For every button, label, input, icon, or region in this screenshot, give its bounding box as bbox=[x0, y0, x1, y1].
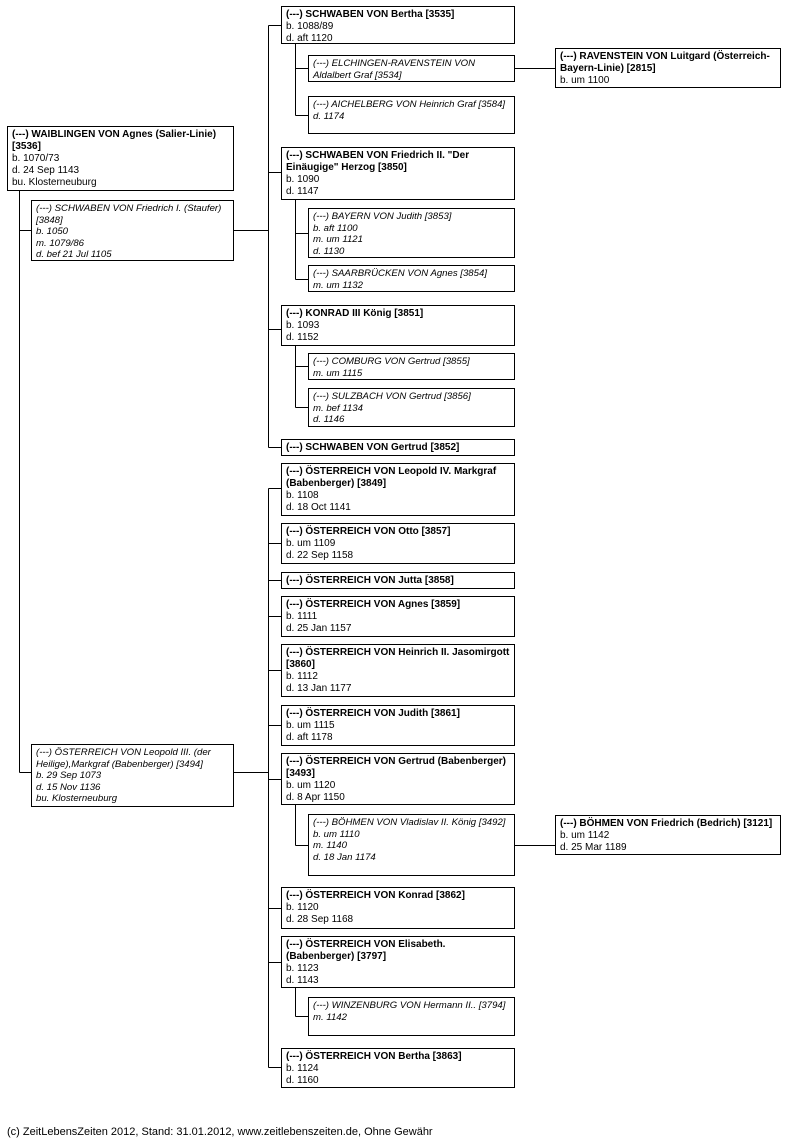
person-detail: m. 1142 bbox=[313, 1011, 347, 1023]
person-detail: m. 1079/86 bbox=[36, 237, 85, 249]
spouse-box-3855[interactable] bbox=[308, 353, 515, 380]
person-name: (---) ÖSTERREICH VON Konrad [3862] bbox=[286, 890, 465, 901]
person-name: (---) ÖSTERREICH VON Elisabeth. (Babenberger) [3797] bbox=[286, 939, 446, 962]
person-detail: d. 18 Jan 1174 bbox=[313, 851, 376, 863]
person-name: (---) ÖSTERREICH VON Gertrud (Babenberger) [3493] bbox=[286, 756, 507, 779]
person-box-3536[interactable] bbox=[7, 126, 234, 191]
person-name: (---) KONRAD III König [3851] bbox=[286, 308, 424, 319]
person-detail: d. 1130 bbox=[313, 245, 345, 257]
person-detail: d. 1143 bbox=[286, 975, 319, 986]
person-detail: b. 1123 bbox=[286, 963, 319, 974]
person-detail: d. aft 1178 bbox=[286, 732, 333, 743]
person-detail: d. 28 Sep 1168 bbox=[286, 914, 354, 925]
person-name: (---) BÖHMEN VON Friedrich (Bedrich) [3121] bbox=[560, 818, 773, 829]
person-box-3849[interactable] bbox=[281, 463, 515, 516]
person-name: (---) SAARBRÜCKEN VON Agnes [3854] bbox=[313, 268, 487, 279]
spouse-box-3494[interactable] bbox=[31, 744, 234, 807]
spouse-box-3854[interactable] bbox=[308, 265, 515, 292]
footer-copyright: (c) ZeitLebensZeiten 2012, Stand: 31.01.2012, www.zeitlebenszeiten.de, Ohne Gewähr bbox=[7, 1126, 433, 1138]
spouse-box-3584[interactable] bbox=[308, 96, 515, 134]
spouse-box-3492[interactable] bbox=[308, 814, 515, 876]
person-detail: d. 8 Apr 1150 bbox=[286, 792, 345, 803]
person-detail: d. 24 Sep 1143 bbox=[12, 165, 80, 176]
spouse-box-3853[interactable] bbox=[308, 208, 515, 258]
person-name: (---) ÖSTERREICH VON Leopold IV. Markgraf (Babenberger) [3849] bbox=[286, 466, 497, 489]
person-box-3860[interactable] bbox=[281, 644, 515, 697]
person-name: (---) ÖSTERREICH VON Heinrich II. Jasomirgott [3860] bbox=[286, 647, 510, 670]
person-detail: m. um 1121 bbox=[313, 234, 363, 246]
person-detail: b. um 1110 bbox=[313, 828, 360, 840]
person-box-3493[interactable] bbox=[281, 753, 515, 805]
person-box-3857[interactable] bbox=[281, 523, 515, 564]
person-detail: b. 1050 bbox=[36, 226, 69, 238]
person-detail: b. um 1120 bbox=[286, 780, 336, 791]
person-name: (---) BÖHMEN VON Vladislav II. König [3492] bbox=[313, 817, 506, 828]
person-name: (---) ÖSTERREICH VON Agnes [3859] bbox=[286, 599, 461, 610]
person-box-3863[interactable] bbox=[281, 1048, 515, 1088]
person-detail: d. 25 Mar 1189 bbox=[560, 842, 627, 853]
person-name: (---) SCHWABEN VON Gertrud [3852] bbox=[286, 442, 460, 453]
person-box-3859[interactable] bbox=[281, 596, 515, 637]
person-name: (---) SCHWABEN VON Friedrich I. (Staufer) [3848] bbox=[36, 203, 222, 226]
person-name: (---) ÖSTERREICH VON Bertha [3863] bbox=[286, 1051, 462, 1062]
person-detail: b. 1088/89 bbox=[286, 21, 334, 32]
person-detail: b. 1111 bbox=[286, 611, 318, 622]
person-detail: b. 1090 bbox=[286, 174, 320, 185]
person-detail: b. um 1109 bbox=[286, 538, 336, 549]
person-detail: b. 1112 bbox=[286, 671, 318, 682]
person-detail: b. um 1115 bbox=[286, 720, 335, 731]
person-name: (---) BAYERN VON Judith [3853] bbox=[313, 211, 452, 222]
person-name: (---) ÖSTERREICH VON Otto [3857] bbox=[286, 526, 451, 537]
person-detail: d. 15 Nov 1136 bbox=[36, 781, 101, 793]
person-detail: b. um 1100 bbox=[560, 75, 610, 86]
person-detail: b. 1108 bbox=[286, 490, 319, 501]
person-detail: d. 1146 bbox=[313, 414, 345, 426]
person-detail: d. 1147 bbox=[286, 186, 319, 197]
person-name: (---) ELCHINGEN-RAVENSTEIN VON Aldalbert Graf [3534] bbox=[313, 58, 476, 81]
person-box-3862[interactable] bbox=[281, 887, 515, 929]
person-name: (---) ÖSTERREICH VON Jutta [3858] bbox=[286, 575, 454, 586]
person-box-3861[interactable] bbox=[281, 705, 515, 746]
person-box-3850[interactable] bbox=[281, 147, 515, 200]
person-detail: d. 1160 bbox=[286, 1075, 319, 1086]
person-detail: bu. Klosterneuburg bbox=[12, 177, 97, 188]
person-name: (---) SULZBACH VON Gertrud [3856] bbox=[313, 391, 471, 402]
person-detail: d. 1152 bbox=[286, 332, 319, 343]
person-detail: d. aft 1120 bbox=[286, 33, 333, 44]
person-detail: b. aft 1100 bbox=[313, 222, 358, 234]
person-detail: d. 1174 bbox=[313, 110, 345, 122]
person-detail: bu. Klosterneuburg bbox=[36, 793, 118, 805]
person-box-3858[interactable] bbox=[281, 572, 515, 589]
person-name: (---) ÖSTERREICH VON Judith [3861] bbox=[286, 708, 460, 719]
person-detail: d. bef 21 Jul 1105 bbox=[36, 249, 112, 261]
person-box-3535[interactable] bbox=[281, 6, 515, 44]
person-box-3121[interactable] bbox=[555, 815, 781, 855]
person-name: (---) SCHWABEN VON Friedrich II. "Der Einäugige" Herzog [3850] bbox=[286, 150, 470, 173]
person-detail: b. 29 Sep 1073 bbox=[36, 770, 102, 782]
person-detail: m. um 1132 bbox=[313, 279, 363, 291]
person-box-2815[interactable] bbox=[555, 48, 781, 88]
spouse-box-3856[interactable] bbox=[308, 388, 515, 427]
person-detail: b. 1070/73 bbox=[12, 153, 60, 164]
person-detail: d. 25 Jan 1157 bbox=[286, 623, 352, 634]
person-detail: b. 1120 bbox=[286, 902, 319, 913]
person-detail: b. 1124 bbox=[286, 1063, 319, 1074]
person-box-3797[interactable] bbox=[281, 936, 515, 988]
person-detail: b. um 1142 bbox=[560, 830, 610, 841]
person-name: (---) WINZENBURG VON Hermann II.. [3794] bbox=[313, 1000, 506, 1011]
person-name: (---) SCHWABEN VON Bertha [3535] bbox=[286, 9, 455, 20]
person-name: (---) COMBURG VON Gertrud [3855] bbox=[313, 356, 470, 367]
person-detail: m. bef 1134 bbox=[313, 402, 363, 414]
person-name: (---) WAIBLINGEN VON Agnes (Salier-Linie) [3536] bbox=[12, 129, 217, 152]
person-box-3851[interactable] bbox=[281, 305, 515, 346]
person-box-3852[interactable] bbox=[281, 439, 515, 456]
person-detail: d. 18 Oct 1141 bbox=[286, 502, 351, 513]
person-name: (---) AICHELBERG VON Heinrich Graf [3584] bbox=[313, 99, 506, 110]
person-detail: d. 13 Jan 1177 bbox=[286, 683, 352, 694]
person-detail: b. 1093 bbox=[286, 320, 320, 331]
person-name: (---) ÖSTERREICH VON Leopold III. (der Heilige),Markgraf (Babenberger) [3494] bbox=[36, 747, 211, 770]
person-detail: m. 1140 bbox=[313, 840, 347, 852]
person-name: (---) RAVENSTEIN VON Luitgard (Österreich-Bayern-Linie) [2815] bbox=[560, 51, 770, 74]
person-detail: m. um 1115 bbox=[313, 367, 363, 379]
person-detail: d. 22 Sep 1158 bbox=[286, 550, 354, 561]
spouse-box-3794[interactable] bbox=[308, 997, 515, 1036]
spouse-box-3848[interactable] bbox=[31, 200, 234, 261]
spouse-box-3534[interactable] bbox=[308, 55, 515, 82]
